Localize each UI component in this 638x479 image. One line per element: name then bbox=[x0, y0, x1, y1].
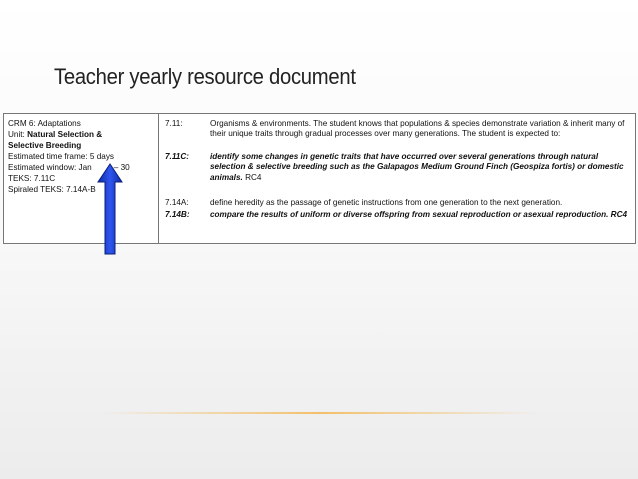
standards-column bbox=[162, 114, 635, 243]
unit-value-2: Selective Breeding bbox=[8, 141, 82, 150]
standard-text: define heredity as the passage of genetic instructions from one generation to the next generation. bbox=[210, 198, 563, 207]
standard-code: 7.11: bbox=[165, 119, 183, 128]
unit-line bbox=[8, 130, 102, 140]
decorative-divider bbox=[100, 412, 540, 414]
standard-code: 7.14A: bbox=[165, 198, 189, 207]
window-start: Estimated window: Jan bbox=[8, 163, 92, 172]
spiraled-teks: Spiraled TEKS: 7.14A-B bbox=[8, 185, 96, 194]
standard-code: 7.14B: bbox=[165, 210, 190, 219]
standard-text: identify some changes in genetic traits that have occurred over several generations through natural selection & selective breeding such as the Galapagos Medium Ground Finch (Geospiza fortis) or domestic animals. bbox=[210, 152, 624, 182]
standard-tag: RC4 bbox=[610, 210, 628, 219]
unit-label: Unit: bbox=[8, 130, 28, 139]
standard-text: Organisms & environments. The student knows that populations & species demonstrate variation & inherit many of their unique traits through gradual processes over many generations. The student is expected to: bbox=[210, 119, 625, 139]
teks: TEKS: 7.11C bbox=[8, 174, 56, 183]
unit-value-1: Natural Selection & bbox=[27, 130, 103, 139]
time-frame: Estimated time frame: 5 days bbox=[8, 152, 115, 161]
slide-title: Teacher yearly resource document bbox=[54, 64, 356, 89]
window-end: – 30 bbox=[113, 163, 130, 172]
unit-info-column bbox=[4, 114, 159, 243]
standard-code: 7.11C: bbox=[165, 152, 189, 161]
crm-label: CRM 6: Adaptations bbox=[8, 119, 81, 128]
up-arrow-icon bbox=[97, 163, 123, 255]
standard-text: compare the results of uniform or diverse offspring from sexual reproduction or asexual reproduction. bbox=[210, 210, 609, 219]
standard-tag: RC4 bbox=[245, 172, 262, 182]
